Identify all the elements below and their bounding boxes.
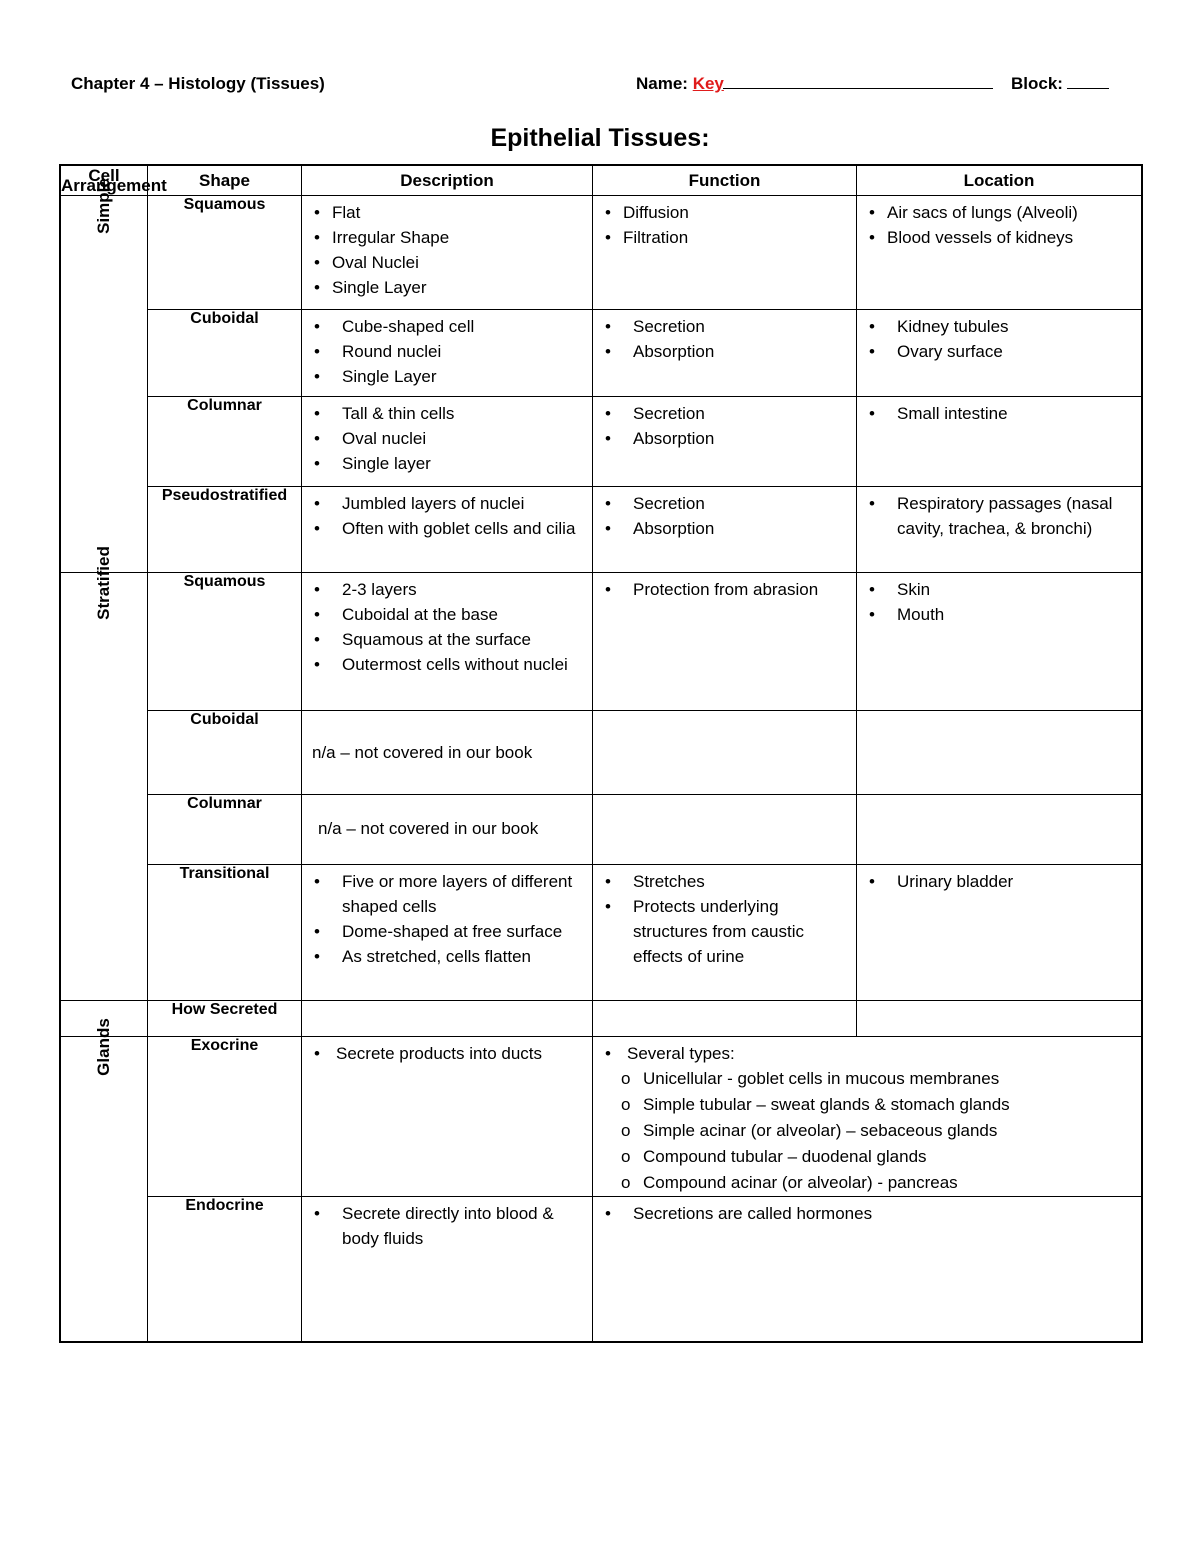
function-cell: • Stretches • Protects underlying structures from caustic effects of urine (593, 865, 857, 1001)
col-shape: Shape (148, 166, 302, 196)
table-row (61, 487, 1142, 573)
location-cell: • Small intestine (857, 397, 1142, 487)
function-cell: • Protection from abrasion (593, 573, 857, 711)
shape-cell: Cuboidal (148, 711, 302, 795)
chapter-label: Chapter 4 – Histology (Tissues) (71, 74, 325, 93)
block-underline (1067, 74, 1109, 89)
description-cell: • Cube-shaped cell • Round nuclei • Single Layer (302, 310, 593, 397)
location-cell: • Urinary bladder (857, 865, 1142, 1001)
table-row (61, 310, 1142, 397)
function-cell: • Secretions are called hormones (593, 1197, 1142, 1342)
group-glands: Glands (61, 1037, 148, 1342)
epithelial-tissues-table (60, 165, 1142, 1342)
location-cell (857, 711, 1142, 795)
function-cell: • Diffusion • Filtration (593, 196, 857, 310)
table-row (61, 196, 1142, 310)
description-cell: • 2-3 layers • Cuboidal at the base • Squamous at the surface • Outermost cells without nuclei (302, 573, 593, 711)
description-cell: n/a – not covered in our book (302, 711, 593, 795)
col-function: Function (593, 166, 857, 196)
shape-cell: Columnar (148, 397, 302, 487)
table-header-row (61, 166, 1142, 196)
shape-cell: Cuboidal (148, 310, 302, 397)
shape-cell: Columnar (148, 795, 302, 865)
name-underline (723, 74, 993, 89)
function-cell: • Secretion • Absorption (593, 487, 857, 573)
function-cell (593, 711, 857, 795)
description-cell: • Secrete directly into blood & body fluids (302, 1197, 593, 1342)
table-row (61, 1037, 1142, 1197)
page-header (71, 74, 1114, 98)
location-cell: • Kidney tubules • Ovary surface (857, 310, 1142, 397)
page-title: Epithelial Tissues: (490, 124, 710, 152)
group-simple: Simple (61, 196, 148, 573)
description-cell: • Secrete products into ducts (302, 1037, 593, 1197)
function-cell: • Secretion • Absorption (593, 397, 857, 487)
how-secreted-label: How Secreted (148, 1001, 302, 1037)
location-cell: • Air sacs of lungs (Alveoli) • Blood vessels of kidneys (857, 196, 1142, 310)
shape-cell: Exocrine (148, 1037, 302, 1197)
block-label: Block: (1011, 74, 1063, 93)
group-stratified: Stratified (61, 573, 148, 1001)
table-row (61, 795, 1142, 865)
description-cell: • Tall & thin cells • Oval nuclei • Single layer (302, 397, 593, 487)
col-description: Description (302, 166, 593, 196)
description-cell: • Five or more layers of different shaped cells • Dome-shaped at free surface • As stretched, cells flatten (302, 865, 593, 1001)
function-cell: • Secretion • Absorption (593, 310, 857, 397)
description-cell: n/a – not covered in our book (302, 795, 593, 865)
description-cell: • Flat • Irregular Shape • Oval Nuclei • Single Layer (302, 196, 593, 310)
shape-cell: Squamous (148, 573, 302, 711)
table-row (61, 865, 1142, 1001)
shape-cell: Squamous (148, 196, 302, 310)
table-row (61, 1197, 1142, 1342)
table-row (61, 711, 1142, 795)
name-label: Name: (636, 74, 688, 93)
description-cell: • Jumbled layers of nuclei • Often with goblet cells and cilia (302, 487, 593, 573)
table-row (61, 573, 1142, 711)
location-cell (857, 795, 1142, 865)
how-secreted-row (61, 1001, 1142, 1037)
block-field (1011, 74, 1109, 94)
function-cell: • Several types: o Unicellular - goblet cells in mucous membranes o Simple tubular – sweat glands & stomach glands o Simple acinar (or alveolar) – sebaceous glands o Compound tubular – duodenal glands o Compound acinar (or alveolar) - pancreas (593, 1037, 1142, 1197)
shape-cell: Pseudostratified (148, 487, 302, 573)
shape-cell: Transitional (148, 865, 302, 1001)
name-field (636, 74, 993, 94)
table-row (61, 397, 1142, 487)
function-cell (593, 795, 857, 865)
location-cell: • Respiratory passages (nasal cavity, trachea, & bronchi) (857, 487, 1142, 573)
col-location: Location (857, 166, 1142, 196)
col-cell-arrangement: Cell Arrangement (61, 165, 167, 195)
shape-cell: Endocrine (148, 1197, 302, 1342)
location-cell: • Skin • Mouth (857, 573, 1142, 711)
name-value: Key (692, 74, 724, 93)
